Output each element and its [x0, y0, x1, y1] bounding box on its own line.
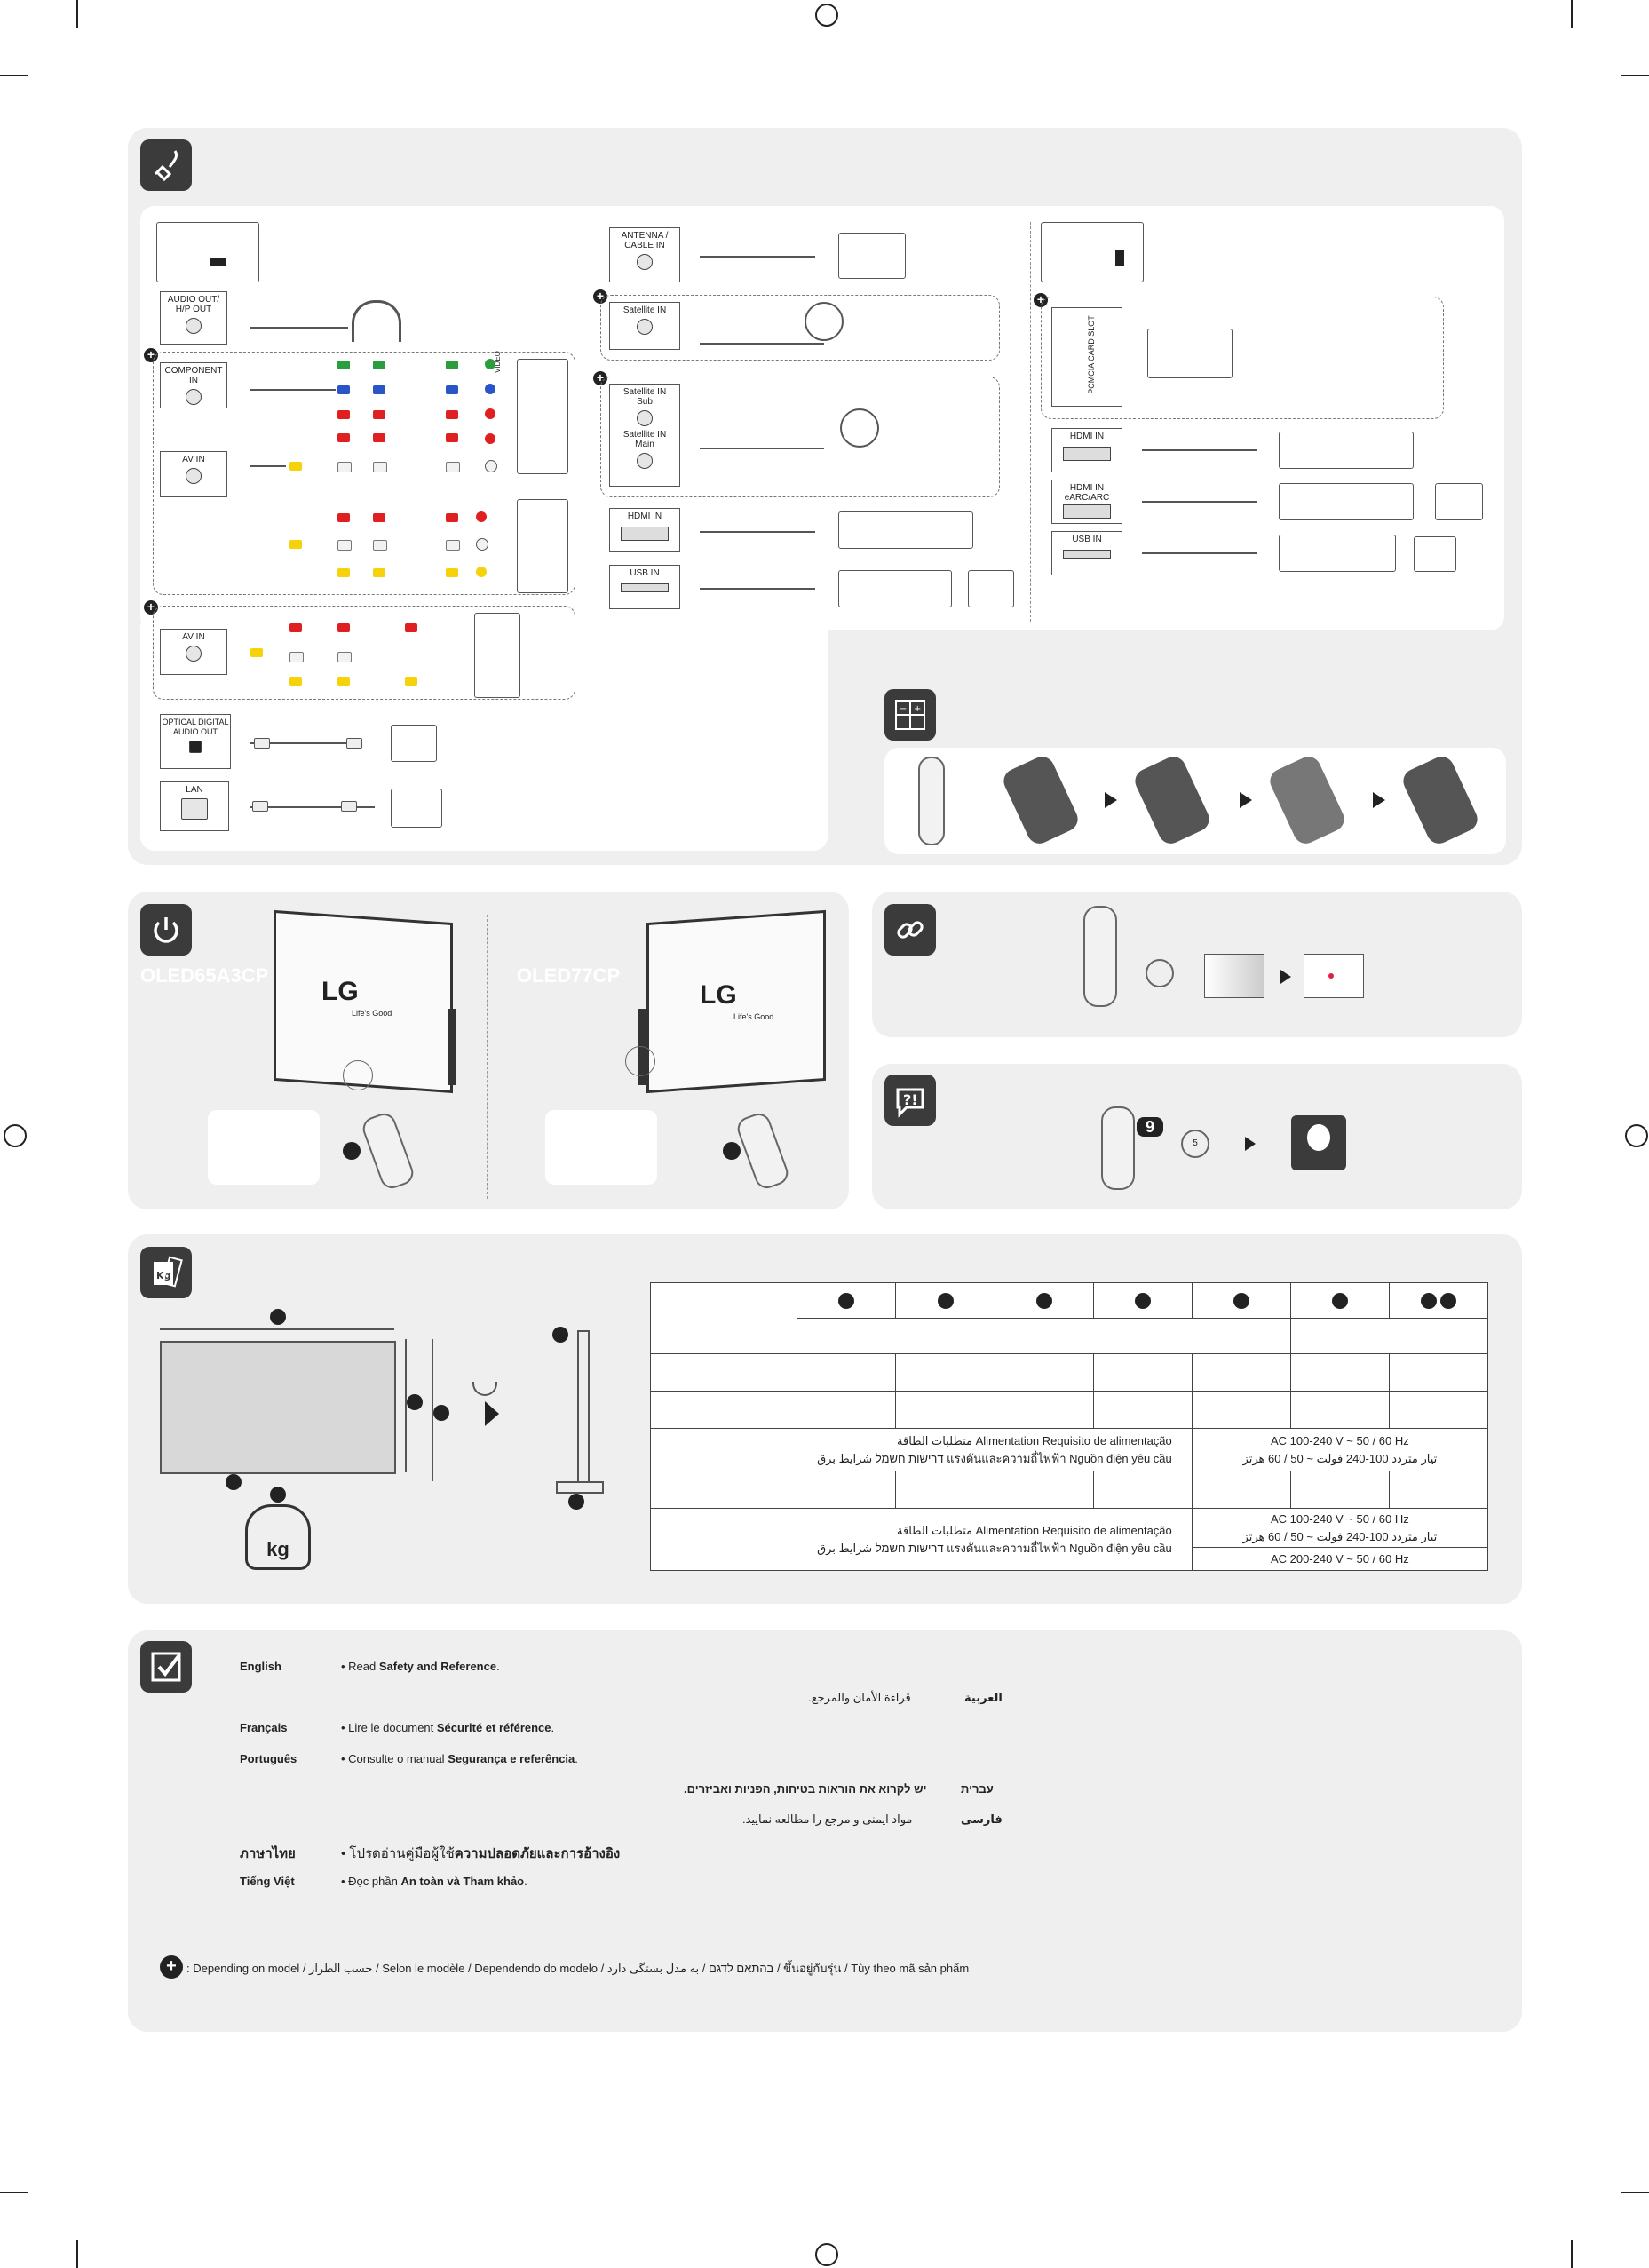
rca-red-plug [373, 433, 385, 442]
headphone-icon [352, 300, 401, 342]
tv-back-left-icon [156, 222, 259, 282]
device-jack [485, 433, 495, 444]
hand-pressing-icon [208, 1110, 320, 1185]
hdmi-earc-label: HDMI IN eARC/ARC [1064, 483, 1110, 503]
spec-col-header [797, 1283, 896, 1319]
depending-on-model-icon: + [1034, 293, 1048, 307]
rca-blue-plug [373, 385, 385, 394]
spec-cell [1290, 1354, 1389, 1392]
av-in-port-2 [160, 629, 227, 675]
optical-label: OPTICAL DIGITAL AUDIO OUT [162, 718, 229, 736]
hdmi-devices-icon [1279, 432, 1414, 469]
safety-text-bold: ความปลอดภัยและการอ้างอิง [454, 1846, 621, 1861]
power-button-highlight [625, 1046, 655, 1076]
spec-cell [1093, 1471, 1192, 1509]
rca-yellow-plug [373, 568, 385, 577]
satellite-dish-icon [840, 408, 879, 448]
registration-mark-right [1625, 1124, 1648, 1147]
av-in-label: AV IN [182, 455, 205, 464]
height-arrow [405, 1339, 407, 1472]
rca-yellow-plug [337, 568, 350, 577]
spec-cell [1192, 1471, 1290, 1509]
usb-in-port-right [1051, 531, 1122, 575]
model-name-2: OLED77CP [517, 964, 621, 987]
lang-label: עברית [961, 1782, 994, 1796]
tv-stand-1 [448, 1009, 456, 1085]
pairing-dot [1328, 973, 1334, 979]
spec-cell [1389, 1392, 1487, 1429]
spec-cell [1389, 1471, 1487, 1509]
power-value-1-ar: تيار متردد 100-240 فولت ~ 50 / 60 هرتز [1242, 1451, 1438, 1465]
rca-red-plug [373, 513, 385, 522]
rca-yellow-plug [337, 677, 350, 686]
column-divider [1030, 222, 1031, 622]
safety-text-bold: Safety and Reference [378, 1660, 497, 1673]
depending-on-model-icon: + [144, 600, 158, 615]
arrow-right-icon [485, 1401, 499, 1426]
arrow-right-icon [1373, 792, 1385, 808]
crop-mark [1571, 0, 1573, 28]
timer-icon [1146, 959, 1174, 987]
power-label-line-2: דרישות חשמל شرایط برق แรงดันและความถี่ไฟฟ้า Nguồn điện yêu cầu [817, 1541, 1172, 1555]
timer-icon: 5 [1181, 1130, 1209, 1158]
registration-mark-bottom [815, 2243, 838, 2266]
rca-red-plug [337, 623, 350, 632]
rca-red-plug [405, 623, 417, 632]
spec-cell [896, 1471, 995, 1509]
safety-text-post: יש לקרוא את הוראות בטיחות, הפניות ואביזרים. [684, 1782, 927, 1796]
lan-label: LAN [186, 785, 203, 795]
crop-mark [0, 75, 28, 76]
device-jack [485, 460, 497, 472]
hdmi-cable [1142, 501, 1257, 503]
lg-logo-2: LG [700, 980, 737, 1010]
headphone-cable [250, 327, 348, 329]
rca-white-plug [289, 652, 304, 662]
spec-cell [1093, 1354, 1192, 1392]
rca-red-plug [446, 513, 458, 522]
depending-on-model-icon: + [593, 371, 607, 385]
safety-text [341, 1752, 578, 1765]
power-button-icon [343, 1142, 361, 1160]
crop-mark [1621, 2192, 1649, 2193]
rca-green-plug [337, 361, 350, 369]
remote-control-icon [918, 757, 945, 845]
rca-white-plug [446, 462, 460, 472]
power-requirement-value [1192, 1429, 1487, 1471]
hdmi-earc-port [1051, 480, 1122, 524]
device-jack [476, 538, 488, 551]
safety-text [341, 1875, 527, 1888]
pcmcia-label: PCMCIA CARD SLOT [1086, 315, 1096, 394]
rca-red-plug [337, 433, 350, 442]
svg-text:+: + [914, 704, 922, 714]
safety-text-post: قراءة الأمان والمرجع. [808, 1691, 911, 1704]
arrow-right-icon [1280, 970, 1291, 984]
support-agent-face [1307, 1124, 1330, 1151]
satellite-in-sub-main-port [609, 384, 680, 487]
satellite-label: Satellite IN [622, 305, 667, 315]
hand-pressing-icon [545, 1110, 657, 1185]
rca-yellow-plug [289, 540, 302, 549]
dimension-marker [433, 1405, 449, 1421]
screen-before-icon [1204, 954, 1264, 998]
satellite-main-label: Satellite IN Main [622, 430, 667, 449]
component-in-label: COMPONENT IN [164, 366, 223, 385]
spec-col-header [1389, 1283, 1487, 1319]
tv-port-marker [1115, 250, 1124, 266]
optical-plug [254, 738, 270, 749]
spec-cell [797, 1392, 896, 1429]
crop-mark [1621, 75, 1649, 76]
checklist-icon [140, 1641, 192, 1693]
rca-yellow-plug [446, 568, 458, 577]
svg-text:?!: ?! [903, 1091, 918, 1108]
remote-help-icon [1101, 1106, 1135, 1190]
spec-cell [995, 1392, 1093, 1429]
spec-table [650, 1282, 1488, 1571]
spec-col-header [1192, 1283, 1290, 1319]
link-icon [884, 904, 936, 956]
pcmcia-slot [1051, 307, 1122, 407]
power-label-line-1: متطلبات الطاقة Alimentation Requisito de alimentação [897, 1433, 1172, 1447]
svg-text:Kg: Kg [156, 1270, 171, 1281]
device-jack [485, 408, 495, 419]
antenna-cable [700, 256, 815, 258]
safety-text [684, 1782, 927, 1796]
spec-cell [1192, 1354, 1290, 1392]
rca-yellow-plug [289, 462, 302, 471]
router-icon [391, 789, 442, 828]
rca-blue-plug [446, 385, 458, 394]
usb-audio-device-icon [1414, 536, 1456, 572]
rca-blue-plug [337, 385, 350, 394]
spec-cell [1192, 1392, 1290, 1429]
spec-subheader [797, 1319, 1290, 1354]
weight-icon [140, 1247, 192, 1298]
av-in-port-1 [160, 451, 227, 497]
rca-red-plug [446, 410, 458, 419]
device-jack [476, 511, 487, 522]
power-label-line-2: דרישות חשמל شرایط برق แรงดันและความถี่ไฟฟ้า Nguồn điện yêu cầu [817, 1451, 1172, 1465]
usb-in-port-mid [609, 565, 680, 609]
hdmi-label: HDMI IN [627, 511, 662, 521]
antenna-port [609, 227, 680, 282]
safety-text-post: مواد ایمنی و مرجع را مطالعه نمایید. [742, 1812, 913, 1826]
safety-text-post: . [575, 1752, 578, 1765]
remote-pairing-icon [1083, 906, 1117, 1007]
rca-red-plug [289, 623, 302, 632]
arrow-right-icon [1240, 792, 1252, 808]
scale-weight-icon: kg [245, 1504, 311, 1570]
safety-text [742, 1812, 912, 1827]
spec-cell [1389, 1354, 1487, 1392]
power-icon [140, 904, 192, 956]
depending-on-model-icon: + [593, 289, 607, 304]
rca-white-plug [337, 652, 352, 662]
satellite-cable [700, 343, 824, 345]
rca-red-plug [373, 410, 385, 419]
antenna-house-icon [838, 233, 906, 279]
device-jack [476, 567, 487, 577]
rca-yellow-plug [289, 677, 302, 686]
lan-plug [252, 801, 268, 812]
dimension-marker [270, 1309, 286, 1325]
audio-device-icon [391, 725, 437, 762]
power-requirement-label [651, 1429, 1193, 1471]
usb-cable [1142, 552, 1257, 554]
external-device-icon [517, 359, 568, 474]
crop-mark [76, 2240, 78, 2268]
safety-text [808, 1691, 911, 1705]
power-requirement-label [651, 1509, 1193, 1571]
hdmi-in-port-right [1051, 428, 1122, 472]
av-in-label-2: AV IN [182, 632, 205, 642]
power-value-3: AC 200-240 V ~ 50 / 60 Hz [1192, 1548, 1487, 1571]
footnote: : Depending on model / حسب الطراز / Selon le modèle / Dependendo do modelo / בהתאם לדגם / به مدل بستگی دارد / ขึ้นอยู่กับรุ่น / Tùy theo mã sản phẩm [186, 1962, 970, 1975]
power-label-line-1: متطلبات الطاقة Alimentation Requisito de alimentação [897, 1523, 1172, 1537]
soundbar-icon [1435, 483, 1483, 520]
rca-yellow-plug [405, 677, 417, 686]
safety-text-pre: • Đọc phần [341, 1875, 401, 1888]
satellite-sub-label: Satellite IN Sub [622, 387, 667, 407]
spec-cell [651, 1354, 797, 1392]
usb-devices-icon [1279, 535, 1396, 572]
rca-white-plug [337, 462, 352, 472]
rca-white-plug [446, 540, 460, 551]
spec-subheader [1290, 1319, 1487, 1354]
width-arrow [160, 1328, 394, 1330]
dimension-marker [270, 1487, 286, 1503]
satellite-in-port [609, 302, 680, 350]
svg-text:−: − [900, 704, 908, 714]
spec-cell [651, 1471, 797, 1509]
device-jack [485, 384, 495, 394]
tv-side-illustration [577, 1330, 590, 1494]
battery-icon [884, 689, 936, 741]
hdmi-in-port-mid [609, 508, 680, 552]
spec-cell [1290, 1392, 1389, 1429]
spec-cell [797, 1354, 896, 1392]
dimension-marker [226, 1474, 242, 1490]
power-value-1: AC 100-240 V ~ 50 / 60 Hz [1271, 1433, 1409, 1447]
rca-green-plug [446, 361, 458, 369]
spec-cell [1093, 1392, 1192, 1429]
spec-cell [896, 1354, 995, 1392]
safety-text-post: . [551, 1721, 555, 1734]
power-value-2: AC 100-240 V ~ 50 / 60 Hz [1271, 1511, 1409, 1526]
spec-col-header [1093, 1283, 1192, 1319]
safety-text-pre: • Read [341, 1660, 379, 1673]
spec-col-header [1290, 1283, 1389, 1319]
rca-yellow-plug [250, 648, 263, 657]
hdmi-cable [700, 531, 815, 533]
spec-cell [995, 1354, 1093, 1392]
depending-on-model-icon: + [160, 1955, 183, 1979]
component-cable [250, 389, 336, 391]
lang-label: Français [240, 1721, 288, 1734]
hdmi-devices-icon [838, 511, 973, 549]
rca-white-plug [337, 540, 352, 551]
usb-cable [700, 588, 815, 590]
antenna-label: ANTENNA / CABLE IN [621, 231, 669, 250]
external-device-icon [474, 613, 520, 698]
registration-mark-left [4, 1124, 27, 1147]
spec-col-header [896, 1283, 995, 1319]
help-icon [884, 1075, 936, 1126]
registration-mark-top [815, 4, 838, 27]
external-device-icon [517, 499, 568, 593]
hdmi-label-right: HDMI IN [1069, 432, 1105, 441]
power-button-highlight [343, 1060, 373, 1090]
tv-port-marker [210, 258, 226, 266]
rca-green-plug [373, 361, 385, 369]
depending-on-model-icon: + [144, 348, 158, 362]
audio-out-port [160, 291, 227, 345]
arrow-right-icon [1105, 792, 1117, 808]
safety-text [341, 1843, 620, 1864]
rca-red-plug [337, 513, 350, 522]
spec-cell [995, 1471, 1093, 1509]
safety-text-pre: • Lire le document [341, 1721, 437, 1734]
satellite-cable [700, 448, 824, 449]
tv-back-right-icon [1041, 222, 1144, 282]
spec-cell [1290, 1471, 1389, 1509]
dimension-marker [552, 1327, 568, 1343]
ci-module-icon [1147, 329, 1233, 378]
panel-divider [487, 915, 488, 1199]
lang-label: العربية [964, 1691, 1003, 1704]
rca-red-plug [337, 410, 350, 419]
optical-out-port [160, 714, 231, 769]
arrow-right-icon [1245, 1137, 1256, 1151]
crop-mark [76, 0, 78, 28]
optical-plug [346, 738, 362, 749]
hdmi-cable [1142, 449, 1257, 451]
lang-label: Português [240, 1752, 297, 1765]
safety-text-post: . [524, 1875, 527, 1888]
power-button-icon [723, 1142, 741, 1160]
crop-mark [1571, 2240, 1573, 2268]
lang-label: English [240, 1660, 281, 1673]
pairing-panel [872, 892, 1522, 1037]
dimension-marker [407, 1394, 423, 1410]
safety-text-bold: Segurança e referência [448, 1752, 575, 1765]
lang-label: Tiếng Việt [240, 1875, 295, 1888]
lang-label: ภาษาไทย [240, 1846, 296, 1861]
usb-label: USB IN [630, 568, 660, 578]
rca-white-plug [373, 540, 387, 551]
audio-out-label: AUDIO OUT/ H/P OUT [167, 295, 220, 314]
rca-red-plug [446, 433, 458, 442]
safety-text [341, 1721, 554, 1734]
satellite-dish-icon [805, 302, 844, 341]
dimension-marker [568, 1494, 584, 1510]
hdmi-devices-icon [1279, 483, 1414, 520]
lan-port [160, 781, 229, 831]
usb-audio-device-icon [968, 570, 1014, 607]
crop-mark [0, 2192, 28, 2193]
lg-slogan: Life's Good [352, 1009, 392, 1018]
component-in-port [160, 362, 227, 408]
spec-cell [896, 1392, 995, 1429]
cable-icon [140, 139, 192, 191]
screen-after-icon [1304, 954, 1364, 998]
safety-text [341, 1660, 500, 1673]
spec-cell [651, 1392, 797, 1429]
rca-white-plug [373, 462, 387, 472]
tv-dimension-illustration [160, 1341, 396, 1474]
safety-text-pre: • Consulte o manual [341, 1752, 448, 1765]
model-name-1: OLED65A3CP [140, 964, 269, 987]
spec-col-header [995, 1283, 1093, 1319]
spec-cell [797, 1471, 896, 1509]
safety-text-pre: • โปรดอ่านคู่มือผู้ใช้ [341, 1846, 455, 1861]
av-cable [250, 465, 286, 467]
usb-devices-icon [838, 570, 952, 607]
power-value-2-ar: تيار متردد 100-240 فولت ~ 50 / 60 هرتز [1242, 1529, 1438, 1543]
lan-plug [341, 801, 357, 812]
safety-text-post: . [496, 1660, 500, 1673]
usb-label-right: USB IN [1072, 535, 1102, 544]
lang-label: فارسی [961, 1812, 1003, 1826]
tv-side-stand [556, 1481, 604, 1494]
lg-slogan-2: Life's Good [733, 1012, 774, 1021]
lg-logo: LG [321, 977, 359, 1006]
safety-text-bold: Sécurité et référence [436, 1721, 551, 1734]
power-requirement-value [1192, 1509, 1487, 1548]
spec-header-blank [651, 1283, 797, 1354]
safety-text-bold: An toàn và Tham khảo [400, 1875, 525, 1888]
video-label: VIDEO [494, 351, 502, 373]
number-badge: 9 [1137, 1117, 1163, 1137]
